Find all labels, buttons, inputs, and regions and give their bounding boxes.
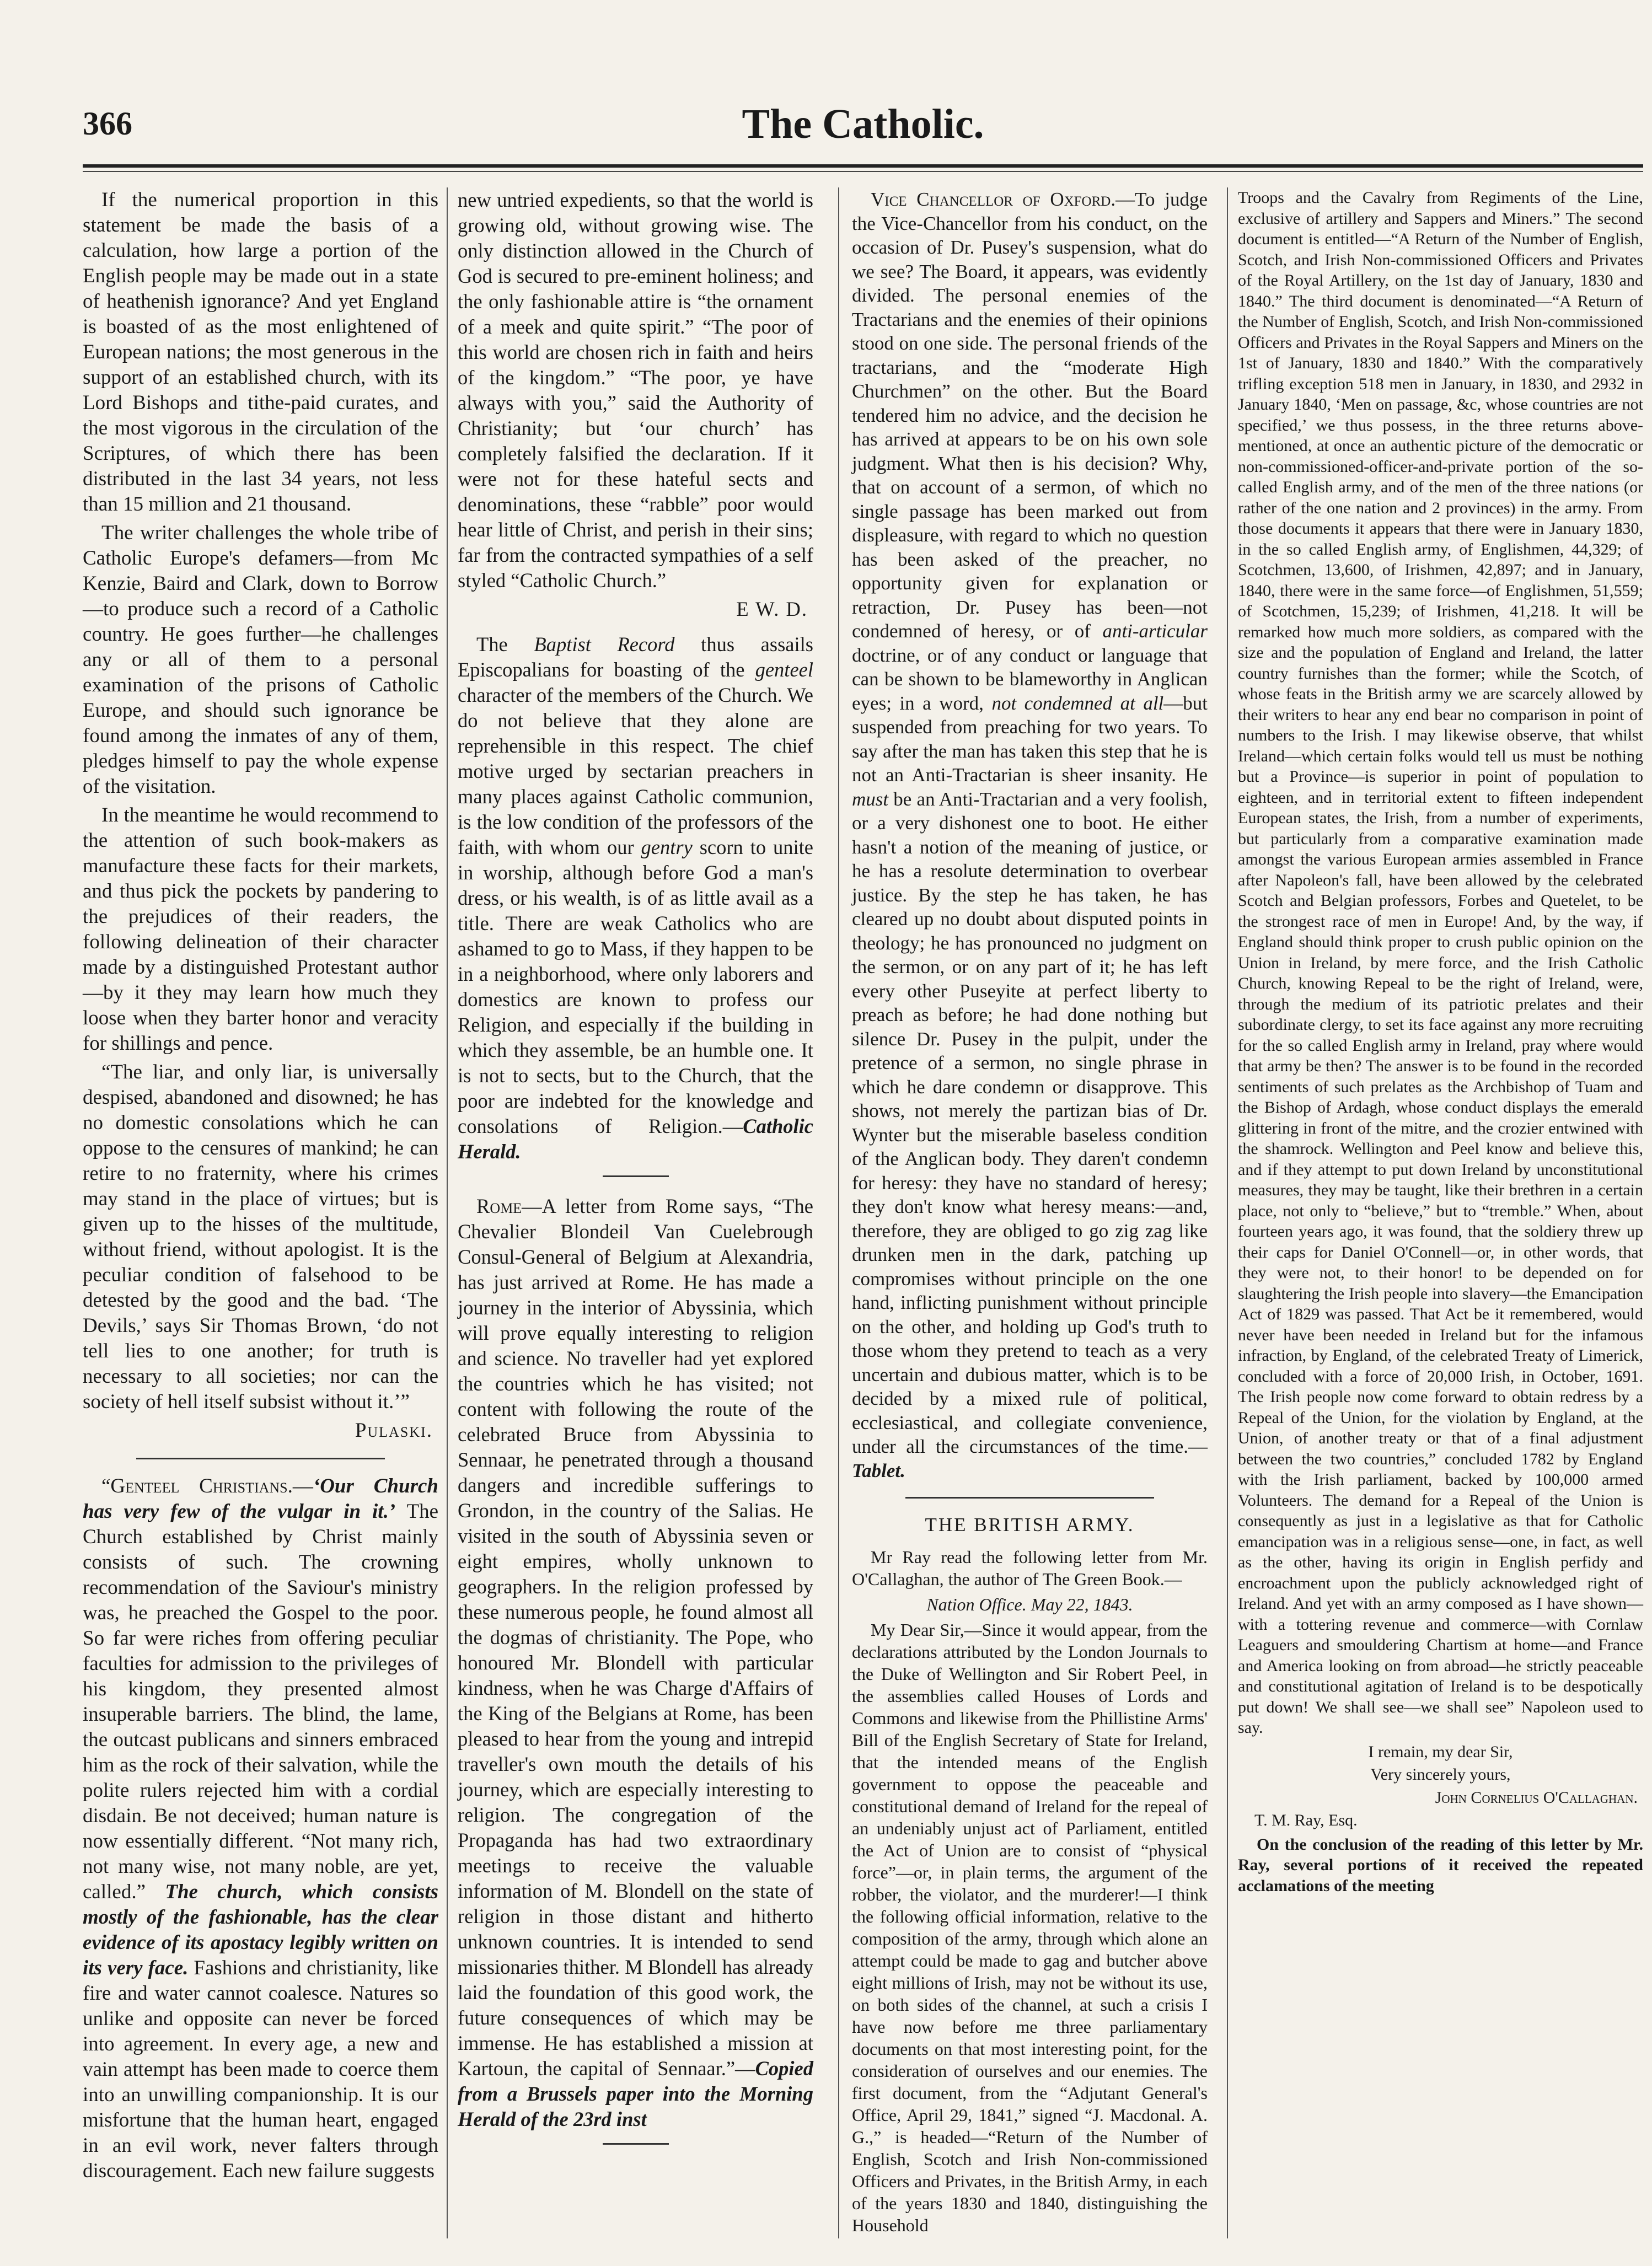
header-rule-thin	[83, 171, 1643, 172]
emphasis: The church, which consists mostly of the fashionable, has the clear evidence of its apostacy legibly written on its very face.	[83, 1881, 438, 1979]
emphasis: anti-articular	[1102, 620, 1208, 642]
column-divider	[1227, 187, 1228, 2238]
column-3	[852, 187, 1208, 2240]
letter-continued: Troops and the Cavalry from Regiments of the Line, exclusive of artillery and Sappers and Miners.” The second document is entitled—“A Return of the Number of English, Scotch, and Irish Non-commissioned Officers and Privates of the Royal Artillery, on the 1st day of January, 1830 and 1840.” The third document is denominated—“A Return of the Number of English, Scotch, and Irish Non-commissioned Officers and Privates in the Royal Sappers and Miners on the 1st of January, 1830 and 1840.” With the comparatively trifling exception 518 men in January, in 1830, and 2932 in January 1840, ‘Men on passage, &c, whose countries are not specified,’ we thus possess, in the three returns above-mentioned, at once an authentic picture of the democratic or non-commissioned-officer-and-private portion of the so-called English army, and of the men of the three nations (or rather of the one nation and 2 provinces) in the army. From those documents it appears that there were in January 1830, in the so called English army, of Englishmen, 44,329; of Scotchmen, 13,600, of Irishmen, 42,897; and in January, 1840, there were in the same force—of Englishmen, 51,559; of Scotchmen, 15,239; of Irishmen, 41,218. It will be remarked how much more soldiers, as compared with the size and the population of England and Ireland, the latter country furnishes than the former; while the Scotch, of whose feats in the British army we are scarcely allowed by their writers to hear any end bear no comparison in point of numbers to the Irish. I may likewise observe, that whilst Ireland—which certain folks would tell us must be nothing but a Province—is superior in point of population to eighteen, and in territorial extent to fifteen independent European states, the Irish, from a number of experiments, but particularly from a comparative examination made amongst the various European armies assembled in France after Napoleon's fall, have been allowed by the celebrated Scotch and Belgian professors, Forbes and Quetelet, to be the strongest race of men in Europe! And, by the way, if England should think proper to crush public opinion on the Union in Ireland, by mere force, and the Irish Catholic Church, knowing Repeal to be the right of Ireland, were, through the medium of its patriotic prelates and their subordinate clergy, to set its face against any more recruiting for the so called English army in Ireland, pray where would that army be then? The answer is to be found in the recorded sentiments of such prelates as the Archbishop of Tuam and the Bishop of Ardagh, whose conduct displays the emerald glittering in front of the mitre, and the crozier entwined with the shamrock. Wellington and Peel know and believe this, and if they attempt to put down Ireland by unconstitutional measures, they may be taught, like their brethren in a certain place, not only to “believe,” but to “tremble.” When, about fourteen years ago, it was found, that the soldiery threw up their caps for Daniel O'Connell—or, in other words, that they were not, to their honor! to be depended on for slaughtering the Irish people into slavery—the Emancipation Act of 1829 was passed. That Act be it remembered, would never have been needed in Ireland but for the infamous infraction, by England, of the celebrated Treaty of Limerick, concluded with a force of 20,000 Irish, in October, 1691. The Irish people now come forward to obtain redress by a Repeal of the Union, for the violation by England, at the Union, of another treaty or that of a final adjustment between the two countries,” concluded 1782 by England with the Irish parliament, backed by 100,000 armed Volunteers. The demand for a Repeal of the Union is consequently as just in a legislative as that for Catholic emancipation was in a religious sense—one, in fact, as well as the other, having its origin in English perfidy and encroachment upon the publicly acknowledged right of Ireland. And yet with an army composed as I have shown—with a tottering revenue and commerce—with Cornlaw Leaguers and smouldering Chartism at home—and France and America looking on from abroad—he strictly peaceable and constitutional agitation of Ireland is to be despotically put down! We shall see—we shall see” Napoleon used to say.	[1238, 189, 1643, 1737]
article-baptist-record	[458, 632, 813, 1164]
column-divider	[447, 187, 448, 2238]
article-divider	[603, 1175, 669, 1177]
byline: Pulaski.	[355, 1419, 433, 1442]
emphasis: gentry	[641, 836, 693, 858]
text-run: Fashions and christianity, like fire and water cannot coalesce. Natures so unlike and opposite can never be forced into agreement. In every age, a new and vain attempt has been made to coerce them into an unwilling companionship. It is our misfortune that the human heart, engaged in an evil work, never falters through discouragement. Each new failure suggests	[83, 1957, 439, 2182]
paragraph: Mr Ray read the following letter from Mr. O'Callaghan, the author of The Green Book.—	[852, 1547, 1208, 1589]
text-run: The Church established by Christ mainly consists of such. The crowning recommendation of the Saviour's ministry was, he preached the Gospel to the poor. So far were riches from offering peculiar faculties for admission to the privileges of his kingdom, they presented almost insuperable barriers. The blind, the lame, the outcast publicans and sinners embraced him as the rock of their salvation, while the polite rulers rejected him with a cordial disdain. Be not deceived; human nature is now essentially different. “Not many rich, not many wise, not many noble, are yet, called.”	[83, 1500, 438, 1903]
source-credit: Catholic Herald.	[458, 1115, 813, 1163]
text-run: thus assails Episcopalians for boasting of the	[458, 633, 813, 681]
column-2	[458, 187, 813, 2161]
text-run: —A letter from Rome says, “The Chevalier Blondeil Van Cuelebrough Consul-General of Belgium at Alexandria, has just arrived at Rome. He has made a journey in the interior of Abyssinia, which will prove equally interesting to religion and science. No traveller had yet explored the countries which he has visited; not content with following the route of the celebrated Bruce from Abyssinia to Sennaar, he penetrated through a thousand dangers and incredible sufferings to Grondon, in the country of the Salias. He visited in the south of Abyssinia seven or eight empires, wholly unknown to geographers. In the religion professed by these numerous people, he found almost all the dogmas of christianity. The Pope, who honoured Mr. Blondell with particular kindness, when he was Charge d'Affairs of the King of the Belgians at Rome, has been pleased to hear from the young and intrepid traveller's own mouth the details of his journey, which are especially interesting to religion. The congregation of the Propaganda has had two extraordinary meetings to receive the valuable information of M. Blondell on the state of religion in those distant and hitherto unknown countries. It is intended to send missionaries thither. M Blondell has already laid the foundation of this good work, the future consequences of which may be immense. He has established a mission at Kartoun, the capital of Sennaar.”—	[458, 1195, 813, 2080]
source-credit: Copied from a Brussels paper into the Morning Herald of the 23rd inst	[458, 2057, 813, 2130]
byline: E W. D.	[736, 598, 808, 620]
column-divider	[838, 187, 839, 2238]
source-credit: Tablet.	[852, 1459, 905, 1481]
letter-body: My Dear Sir,—Since it would appear, from the declarations attributed by the London Journals to the Duke of Wellington and Sir Robert Peel, in the assemblies called Houses of Lords and Commons and likewise from the Phillistine Arms' Bill of the English Secretary of State for Ireland, that the intended means of the English government to oppose the peaceable and constitutional demand of Ireland for the repeal of an undeniably unjust act of Parliament, entitled the Act of Union are to consist of “physical force”—or, in plain terms, the argument of the robber, the violator, and the murderer!—I think the following official information, relative to the composition of the army, through which alone an attempt could be made to gag and butcher above eight millions of Irish, may not be without its use, on both sides of the channel, at such a crisis I have now before me three parliamentary documents on that most interesting point, for the consideration of ourselves and our enemies. The first document, from the “Adjutant General's Office, April 29, 1841,” signed “J. Macdonal. A. G.,” is headed—“Return of the Number of English, Scotch and Irish Non-commissioned Officers and Privates, in the British Army, in each of the years 1830 and 1840, distinguishing the Household	[852, 1619, 1208, 2235]
closing: Very sincerely yours,	[1370, 1765, 1511, 1784]
quotation: “The liar, and only liar, is universally despised, abandoned and disowned; he has no domestic consolations which he can oppose to the censures of mankind; he can retire to no fraternity, where his crimes may stand in the place of virtues; but is given up to the hisses of the multitude, without friend, without apologist. It is the peculiar condition of falsehood to be detested by the good and the bad. ‘The Devils,’ says Sir Thomas Brown, ‘do not tell lies to one another; for truth is necessary to all societies; nor can the society of hell itself subsist without it.’”	[83, 1061, 438, 1413]
article-divider	[136, 1458, 385, 1459]
column-1	[83, 187, 438, 2187]
masthead	[83, 101, 1643, 171]
publication-name: Baptist Record	[534, 633, 675, 656]
paragraph: If the numerical proportion in this statement be made the basis of a calculation, how large a portion of the English people may be made out in a state of heathenish ignorance? And yet England is boasted of as the most enlightened of European nations; the most generous in the support of an established church, with its Lord Bishops and tithe-paid curates, and the most vigorous in the circulation of the Scriptures, of which there has been distributed in the last 34 years, not less than 15 million and 21 thousand.	[83, 189, 438, 516]
article-vice-chancellor	[852, 187, 1208, 1483]
text-run: doctrine, or of any conduct or language that can be shown to be blameworthy in Anglican eyes; in a word,	[852, 644, 1208, 714]
page-number: 366	[83, 105, 132, 142]
section-heading: THE BRITISH ARMY.	[925, 1514, 1135, 1535]
text-run: —To judge the Vice-Chancellor from his conduct, on the occasion of Dr. Pusey's suspension, what do we see? The Board, it appears, was evidently divided. The personal enemies of the Tractarians and the enemies of their opinions stood on one side. The personal friends of the tractarians, and the “moderate High Churchmen” on the other. But the Board tendered him no advice, and the decision he has arrived at appears to be on his own sole judgment. What then is his decision? Why, that on account of a sermon, of which no single passage has been marked out from displeasure, with regard to which no question has been asked of the preacher, no opportunity given for explanation or retraction, Dr. Pusey has been—not condemned of heresy, or of	[852, 189, 1208, 642]
text-run: scorn to unite in worship, although before God a man's dress, or his wealth, is of as little avail as a title. There are weak Catholics who are ashamed to go to Mass, if they happen to be in a neighborhood, where only laborers and domestics are known to profess our Religion, and especially if the building in which they assemble, be an humble one. It is not to sects, but to the Church, that the poor are indebted for the knowledge and consolations of Religion.—	[458, 836, 813, 1137]
emphasis: not condemned at all	[991, 692, 1164, 714]
newspaper-page	[83, 101, 1643, 2255]
article-divider	[905, 1497, 1155, 1499]
italic-quote: ‘Our Church has very few of the vulgar in it.’	[83, 1475, 438, 1523]
paragraph: The writer challenges the whole tribe of Catholic Europe's defamers—from Mc Kenzie, Baird and Clark, down to Borrow—to produce such a record of a Catholic country. He goes further—he challenges any or all of them to a personal examination of the prisons of Catholic Europe, and should such ignorance be found among the inmates of any of them, pledges himself to pay the whole expense of the visitation.	[83, 522, 438, 798]
text-run: The	[476, 633, 534, 656]
article-title: Rome	[476, 1195, 522, 1217]
publication-title: The Catholic.	[742, 101, 984, 147]
emphasis: genteel	[755, 658, 813, 681]
paragraph: In the meantime he would recommend to the attention of such book-makers as manufacture these facts for their markets, and thus pick the pockets by pandering to the prejudices of their readers, the following delineation of their character made by a distinguished Protestant author—by it they may learn how much they loose when they barter honor and veracity for shillings and pence.	[83, 804, 438, 1055]
text-run: character of the members of the Church. We do not believe that they alone are reprehensible in this respect. The chief motive urged by sectarian preachers in many places against Catholic communion, is the low condition of the professors of the faith, with whom our	[458, 684, 814, 858]
article-title: Vice Chancellor of Oxford.	[871, 189, 1116, 210]
article-divider	[603, 2143, 669, 2145]
text-run: be an Anti-Tractarian and a very foolish, or a very dishonest one to boot. He either hasn't a notion of the meaning of justice, or he has a resolute determination to overbear justice. By the step he has taken, he has cleared up no doubt about disputed points in theology; he has pronounced no judgment on the sermon, or on any part of it; he has left every other Puseyite at perfect liberty to preach as before; he had done nothing but silence Dr. Pusey in the pulpit, under the pretence of a sermon, no single phrase in which he dare condemn or disapprove. This shows, not merely the partizan bias of Dr. Wynter but the miserable baseless condition of the Anglican body. They daren't condemn for heresy: they have no standard of heresy; they don't know what heresy means:—and, therefore, they are obliged to go zig zag like drunken men in the dark, patching up compromises without principle on the one hand, inflicting punishment without principle on the other, and holding up God's truth to those whom they pretend to teach as a very uncertain and dubious matter, which is to be decided by a mixed rule of political, ecclesiastical, and collegiate convenience, under all the circumstances of the time.—	[852, 788, 1208, 1457]
addressee: T. M. Ray, Esq.	[1254, 1811, 1358, 1829]
article-rome	[458, 1194, 813, 2132]
closing: I remain, my dear Sir,	[1368, 1742, 1513, 1761]
signature: John Cornelius O'Callaghan.	[1435, 1788, 1638, 1807]
column-4	[1238, 187, 1643, 1899]
article-genteel-christians	[83, 1474, 438, 2184]
text-run: —but suspended from preaching for two years. To say after the man has taken this step that he is not an Anti-Tractarian is sheer insanity. He	[852, 692, 1208, 786]
emphasis: must	[852, 788, 889, 810]
paragraph: new untried expedients, so that the world is growing old, without growing wise. The only distinction allowed in the Church of God is secured to pre-eminent holiness; and the only fashionable attire is “the ornament of a meek and quite spirit.” “The poor of this world are chosen rich in faith and heirs of the kingdom.” “The poor, ye have always with you,” said the Authority of Christianity; but ‘our church’ has completely falsified the declaration. If it were not for these hateful sects and denominations, these “rabble” poor would hear little of Christ, and perish in their sins; far from the contracted sympathies of a self styled “Catholic Church.”	[458, 189, 813, 592]
header-rule	[83, 164, 1643, 168]
paragraph: On the conclusion of the reading of this letter by Mr. Ray, several portions of it received the repeated acclamations of the meeting	[1238, 1835, 1643, 1895]
article-title: “Genteel Christians.—	[101, 1475, 313, 1497]
dateline: Nation Office. May 22, 1843.	[926, 1594, 1133, 1614]
